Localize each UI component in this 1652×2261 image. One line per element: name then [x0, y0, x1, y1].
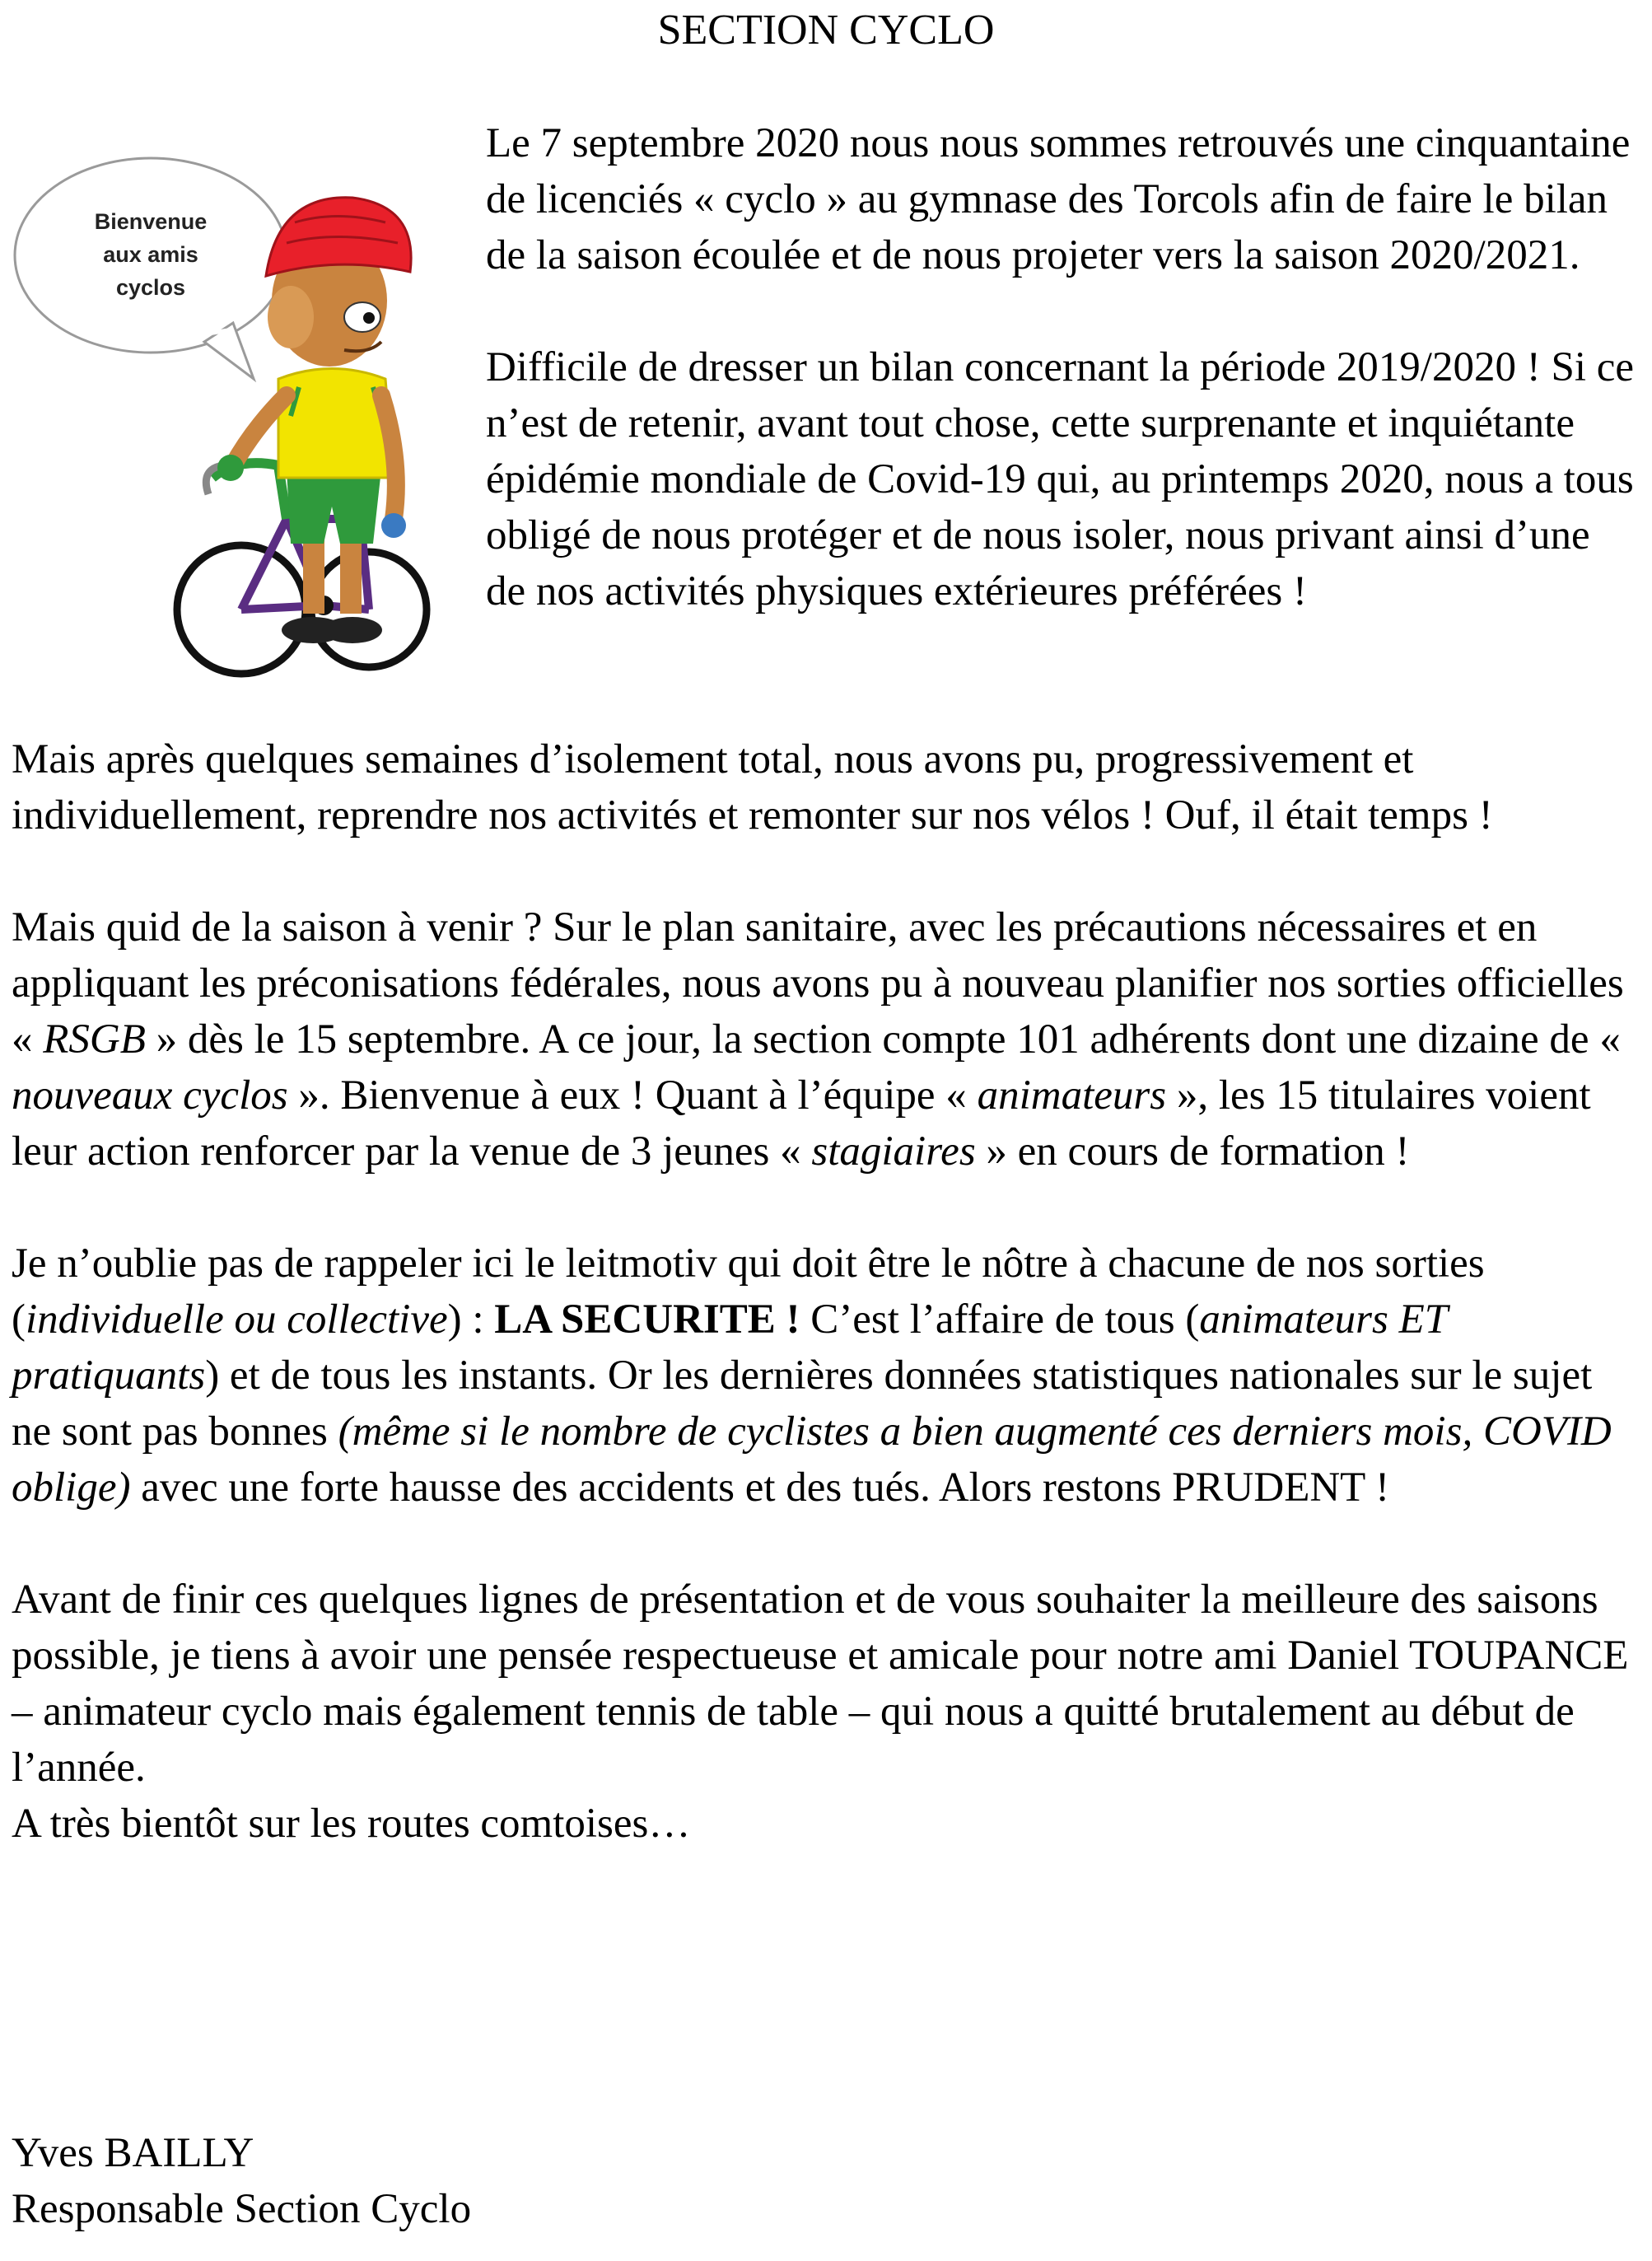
- paragraph-4: Mais quid de la saison à venir ? Sur le plan sanitaire, avec les précautions nécessaires et en appliquant les préconisations fédérales, nous avons pu à nouveau planifier nos sorties officielles « RSGB » dès le 15 septembre. A ce jour, la section compte 101 adhérents dont une dizaine de « nouveaux cyclos ». Bienvenue à eux ! Quant à l’équipe « animateurs », les 15 titulaires voient leur action renforcer par la venue de 3 jeunes « stagiaires » en cours de formation !: [12, 904, 1624, 1175]
- intro-text: [486, 115, 1639, 619]
- paragraph-3: Mais après quelques semaines d’isolement total, nous avons pu, progressivement et individuellement, reprendre nos activités et remonter sur nos vélos ! Ouf, il était temps !: [12, 736, 1493, 839]
- signature-name: Yves BAILLY: [12, 2130, 254, 2176]
- cyclist-cartoon-icon: [7, 132, 435, 692]
- paragraph-2: Difficile de dresser un bilan concernant la période 2019/2020 ! Si ce n’est de retenir, avant tout chose, cette surprenante et inquiétante épidémie mondiale de Covid-19 qui, au printemps 2020, nous a tous obligé de nous protéger et de nous isoler, nous privant ainsi d’une de nos activités physiques extérieures préférées !: [486, 344, 1635, 614]
- paragraph-6: Avant de finir ces quelques lignes de présentation et de vous souhaiter la meilleure des saisons possible, je tiens à avoir une pensée respectueuse et amicale pour notre ami Daniel TOUPANCE – animateur cyclo mais également tennis de table – qui nous a quitté brutalement au début de l’année.: [12, 1577, 1629, 1791]
- bubble-line-1: Bienvenue: [94, 209, 208, 234]
- signature-block: [12, 2125, 1000, 2237]
- page-title: SECTION CYCLO: [657, 7, 995, 54]
- speech-bubble: [15, 158, 287, 379]
- body-text: [12, 731, 1642, 1852]
- paragraph-5: Je n’oublie pas de rappeler ici le leitmotiv qui doit être le nôtre à chacune de nos sorties (individuelle ou collective) : LA SECURITE ! C’est l’affaire de tous (animateurs ET pratiquants) et de tous les instants. Or les dernières données statistiques nationales sur le sujet ne sont pas bonnes (même si le nombre de cyclistes a bien augmenté ces derniers mois, COVID oblige) avec une forte hausse des accidents et des tués. Alors restons PRUDENT !: [12, 1240, 1612, 1511]
- bubble-line-3: cyclos: [115, 275, 186, 300]
- bubble-line-2: aux amis: [103, 242, 198, 267]
- paragraph-1: Le 7 septembre 2020 nous nous sommes retrouvés une cinquantaine de licenciés « cyclo » au gymnase des Torcols afin de faire le bilan de la saison écoulée et de nous projeter vers la saison 2020/2021.: [486, 120, 1631, 278]
- signature-role: Responsable Section Cyclo: [12, 2186, 472, 2232]
- safety-emphasis: LA SECURITE !: [494, 1296, 800, 1343]
- paragraph-7: A très bientôt sur les routes comtoises…: [12, 1801, 691, 1847]
